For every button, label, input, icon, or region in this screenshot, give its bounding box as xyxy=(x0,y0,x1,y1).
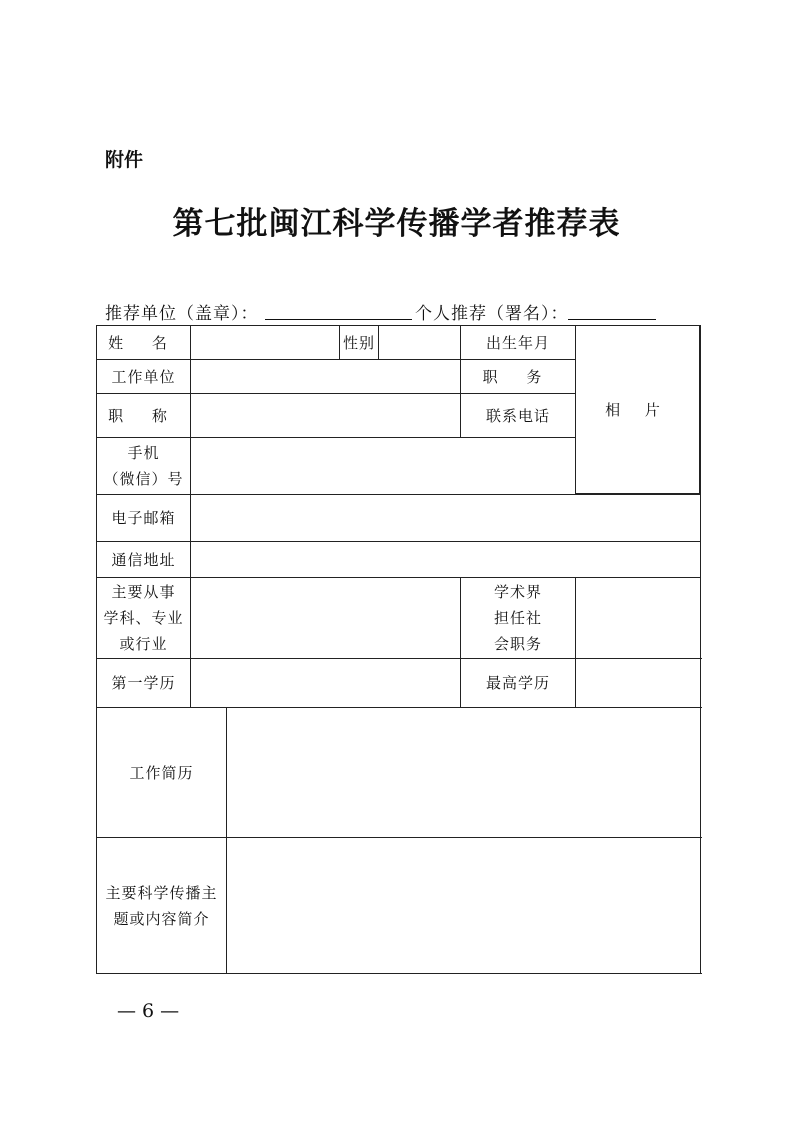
academic-role-field[interactable] xyxy=(576,578,701,659)
photo-label: 相 片 xyxy=(605,401,670,419)
topics-label-line-1: 主要科学传播主 xyxy=(105,883,218,902)
birth-label: 出生年月 xyxy=(461,326,576,360)
annex-label: 附件 xyxy=(105,149,144,171)
page-number: — 6 — xyxy=(117,1000,180,1022)
gender-label: 性别 xyxy=(340,326,379,360)
recommender-line xyxy=(105,297,665,323)
gender-field[interactable] xyxy=(379,326,461,360)
phone-label: 联系电话 xyxy=(461,394,576,438)
topics-label-line-2: 题或内容简介 xyxy=(113,909,210,928)
photo-box[interactable] xyxy=(575,325,700,494)
unit-label: 推荐单位（盖章）： xyxy=(105,304,259,324)
work-unit-label: 工作单位 xyxy=(97,360,191,394)
discipline-label-line-3: 或行业 xyxy=(119,635,168,653)
topics-label xyxy=(97,838,227,974)
personal-label: 个人推荐（署名）： xyxy=(415,304,569,324)
email-label: 电子邮箱 xyxy=(97,495,191,542)
highest-degree-field[interactable] xyxy=(576,659,701,708)
email-field[interactable] xyxy=(191,495,701,542)
academic-role-label-line-2: 担任社 xyxy=(494,609,543,627)
position-label: 职 务 xyxy=(461,360,576,394)
work-unit-field[interactable] xyxy=(191,360,461,394)
mobile-label xyxy=(97,438,191,495)
unit-signature-line[interactable] xyxy=(265,319,412,320)
first-degree-field[interactable] xyxy=(191,659,461,708)
resume-field[interactable] xyxy=(227,708,701,838)
form-title: 第七批闽江科学传播学者推荐表 xyxy=(172,206,621,242)
mobile-label-line-2: （微信）号 xyxy=(103,470,184,488)
academic-role-label xyxy=(461,578,576,659)
name-field[interactable] xyxy=(191,326,340,360)
address-field[interactable] xyxy=(191,542,701,578)
personal-signature-line[interactable] xyxy=(568,319,656,320)
discipline-label xyxy=(97,578,191,659)
highest-degree-label: 最高学历 xyxy=(461,659,576,708)
discipline-label-line-2: 学科、专业 xyxy=(103,609,184,627)
title-label: 职 称 xyxy=(97,394,191,438)
mobile-label-line-1: 手机 xyxy=(127,444,160,462)
discipline-label-line-1: 主要从事 xyxy=(111,583,176,601)
discipline-field[interactable] xyxy=(191,578,461,659)
name-label: 姓 名 xyxy=(97,326,191,360)
title-field[interactable] xyxy=(191,394,461,438)
academic-role-label-line-3: 会职务 xyxy=(494,635,543,653)
academic-role-label-line-1: 学术界 xyxy=(494,583,543,601)
resume-label: 工作简历 xyxy=(97,708,227,838)
first-degree-label: 第一学历 xyxy=(97,659,191,708)
topics-field[interactable] xyxy=(227,838,701,974)
address-label: 通信地址 xyxy=(97,542,191,578)
